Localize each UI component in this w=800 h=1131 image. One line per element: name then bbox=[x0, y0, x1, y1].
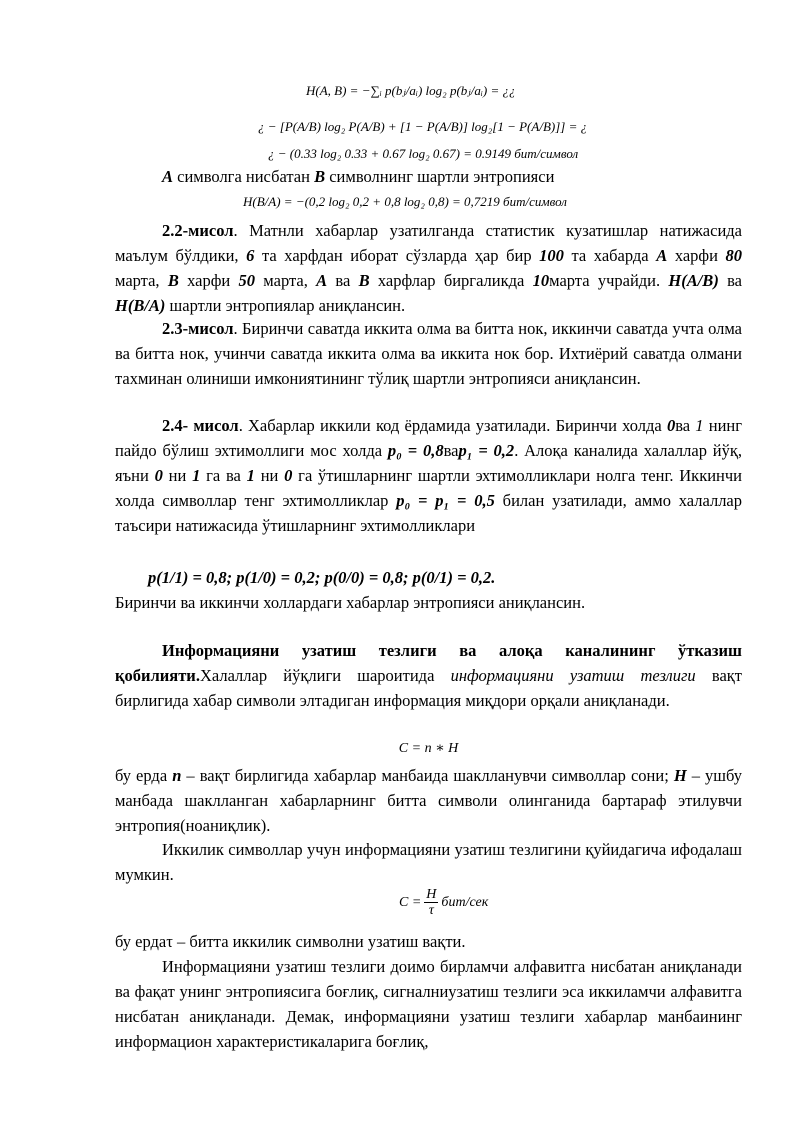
formula-expansion: ¿ − [P(A/B) log₂ P(A/B) + [1 − P(A/B)] log₂[1 − P(A/B)]] = ¿ bbox=[258, 119, 588, 134]
transition-probabilities: p(1/1) = 0,8; p(1/0) = 0,2; p(0/0) = 0,8; p(0/1) = 0,2. bbox=[148, 568, 496, 587]
symbol-b: B bbox=[314, 167, 326, 186]
where-explanation-1: бу ерда n – вақт бирлигида хабарлар манбаида шаклланувчи символлар сони; H – ушбу манбада шаклланган хабарларнинг битта символи олинганида бартараф этилувчи энтропия(ноаниқлик). bbox=[115, 766, 743, 835]
example-label: 2.3-мисол bbox=[162, 319, 234, 338]
text-fragment: символнинг шартли энтропияси bbox=[325, 167, 555, 186]
formula-result-ba: H(B/A) = −(0,2 log₂ 0,2 + 0,8 log₂ 0,8) = 0,7219 бит/символ bbox=[243, 194, 567, 209]
conditional-entropy-heading bbox=[162, 164, 554, 189]
fraction-numerator: H bbox=[426, 887, 437, 902]
section-title: Информацияни узатиш тезлиги ва алоқа каналининг ўтказиш қобилияти. bbox=[115, 641, 742, 685]
formula-lhs: C = bbox=[399, 894, 422, 910]
formula-result-ab: ¿ − (0.33 log₂ 0.33 + 0.67 log₂ 0.67) = 0.9149 бит/символ bbox=[268, 146, 579, 161]
fraction-denominator: τ bbox=[428, 903, 434, 918]
example-label: 2.2-мисол bbox=[162, 221, 234, 240]
example-label: 2.4- мисол bbox=[162, 416, 239, 435]
formula-joint-entropy: H(A, B) = −∑ᵢ p(bⱼ/aᵢ) log₂ p(bⱼ/aᵢ) = ¿¿ bbox=[306, 83, 516, 98]
fraction bbox=[424, 887, 438, 918]
example-2-3: 2.3-мисол. Биринчи саватда иккита олма ва битта нок, иккинчи саватда учта олма ва битта нок, учинчи саватда иккита олма ва иккита нок бор. Ихтиёрий саватда олмани тахминан олиниши имкониятининг тўлиқ шартли энтропияси аниқлансин. bbox=[115, 319, 742, 388]
formula-c-fraction bbox=[399, 887, 488, 918]
task-statement: Биринчи ва иккинчи холлардаги хабарлар энтропияси аниқлансин. bbox=[115, 593, 586, 612]
formula-c-equals-nh: C = n ∗ H bbox=[398, 741, 459, 756]
where-explanation-2: бу ердаτ – битта иккилик символни узатиш вақти. bbox=[115, 932, 466, 951]
closing-paragraph: Информацияни узатиш тезлиги доимо бирламчи алфавитга нисбатан аниқланади ва фақат унинг энтропиясига боғлиқ, сигналниузатиш тезлиги эса иккиламчи алфавитга нисбатан аниқланади. Демак, информацияни узатиш тезлиги хабарлар манбаининг информацион характеристикаларига боғлиқ, bbox=[115, 957, 742, 1051]
symbol-a: A bbox=[162, 167, 174, 186]
example-2-4: 2.4- мисол. Хабарлар иккили код ёрдамида узатилади. Биринчи холда 0ва 1 нинг пайдо бўлиш эхтимоллиги мос холда p₀ = 0,8ваp₁ = 0,2. Алоқа каналида халаллар йўқ, яъни 0 ни 1 га ва 1 ни 0 га ўтишларнинг шартли эхтимолликлари нолга тенг. Иккинчи холда символлар тенг эхтимолликлар p₀ = p₁ = 0,5 билан узатилади, аммо халаллар таъсири натижасида ўтишларнинг эхтимолликлари bbox=[115, 416, 743, 535]
text-fragment: символга нисбатан bbox=[173, 167, 315, 186]
binary-symbols-paragraph: Иккилик символлар учун информацияни узатиш тезлигини қуйидагича ифодалаш мумкин. bbox=[115, 840, 742, 884]
section-transfer-rate: Информацияни узатиш тезлиги ва алоқа каналининг ўтказиш қобилияти.Халаллар йўқлиги шароитида информацияни узатиш тезлиги вақт бирлигида хабар символи элтадиган информация миқдори орқали аниқланади. bbox=[115, 641, 742, 710]
italic-term: информацияни узатиш тезлиги bbox=[450, 666, 696, 685]
formula-unit: бит/сек bbox=[441, 894, 489, 910]
example-2-2: 2.2-мисол. Матнли хабарлар узатилганда статистик кузатишлар натижасида маълум бўлдики, 6 та харфдан иборат сўзларда ҳар бир 100 та хабарда А харфи 80 марта, В харфи 50 марта, А ва В харфлар биргаликда 10марта учрайди. H(A/B) ва H(B/A) шартли энтропиялар аниқлансин. bbox=[115, 221, 743, 315]
